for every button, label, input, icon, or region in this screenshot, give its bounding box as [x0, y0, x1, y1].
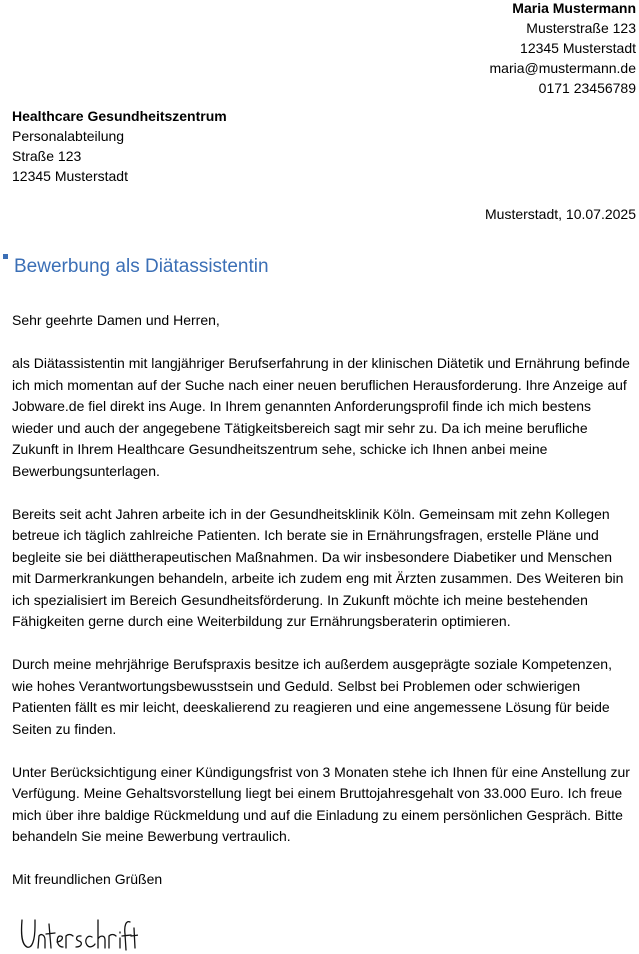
recipient-street: Straße 123	[12, 148, 82, 164]
recipient-department: Personalabteilung	[12, 128, 125, 144]
letter-date: Musterstadt, 10.07.2025	[485, 206, 636, 222]
body-paragraph-4: Unter Berücksichtigung einer Kündigungsfrist von 3 Monaten stehe ich Ihnen für eine Anstellung zur Verfügung. Meine Gehaltsvorstellung liegt bei einem Bruttojahresgehalt von 33.000 Euro. Ich freue mich über ihre baldige Rückmeldung und auf die Einladung zu einem persönlichen Gespräch. Bitte behandeln Sie meine Bewerbung vertraulich.	[12, 763, 630, 844]
letter-subject: Bewerbung als Diätassistentin	[14, 256, 269, 277]
sender-email: maria@mustermann.de	[489, 60, 636, 76]
recipient-address-block	[12, 106, 227, 186]
letter-body	[12, 310, 634, 912]
recipient-company: Healthcare Gesundheitszentrum	[12, 108, 227, 124]
body-paragraph-2: Bereits seit acht Jahren arbeite ich in der Gesundheitsklinik Köln. Gemeinsam mit zehn Kollegen betreue ich täglich zahlreiche Patienten. Ich berate sie in Ernährungsfragen, erstelle Pläne und begleite sie bei diättherapeutischen Maßnahmen. Da wir insbesondere Diabetiker und Menschen mit Darmerkrankungen behandeln, arbeite ich zudem eng mit Ärzten zusammen. Des Weiteren bin ich spezialisiert im Bereich Gesundheitsförderung. In Zukunft möchte ich meine bestehenden Fähigkeiten gerne durch eine Weiterbildung zur Ernährungsberaterin optimieren.	[12, 505, 624, 629]
sender-street: Musterstraße 123	[526, 20, 636, 36]
handwritten-signature	[18, 914, 138, 954]
salutation: Sehr geehrte Damen und Herren,	[12, 312, 220, 328]
sender-name: Maria Mustermann	[512, 0, 636, 16]
closing: Mit freundlichen Grüßen	[12, 871, 163, 887]
sender-phone: 0171 23456789	[538, 80, 636, 96]
sender-address-block	[490, 0, 637, 98]
body-paragraph-3: Durch meine mehrjährige Berufspraxis besitze ich außerdem ausgeprägte soziale Kompetenzen, wie hohes Verantwortungsbewusstsein und Geduld. Selbst bei Problemen oder schwierigen Patienten fällt es mir leicht, deeskalierend zu reagieren und eine angemessene Lösung für beide Seiten zu finden.	[12, 656, 612, 737]
recipient-city: 12345 Musterstadt	[12, 168, 128, 184]
sender-city: 12345 Musterstadt	[520, 40, 636, 56]
subject-marker	[3, 254, 8, 259]
body-paragraph-1: als Diätassistentin mit langjähriger Berufserfahrung in der klinischen Diätetik und Ernährung befinde ich mich momentan auf der Suche nach einer neuen beruflichen Herausforderung. Ihre Anzeige auf Jobware.de fiel direkt ins Auge. In Ihrem genannten Anforderungsprofil finde ich mich bestens wieder und auch der angegebene Tätigkeitsbereich sagt mir sehr zu. Da ich meine berufliche Zukunft in Ihrem Healthcare Gesundheitszentrum sehe, schicke ich Ihnen anbei meine Bewerbungsunterlagen.	[12, 355, 630, 479]
